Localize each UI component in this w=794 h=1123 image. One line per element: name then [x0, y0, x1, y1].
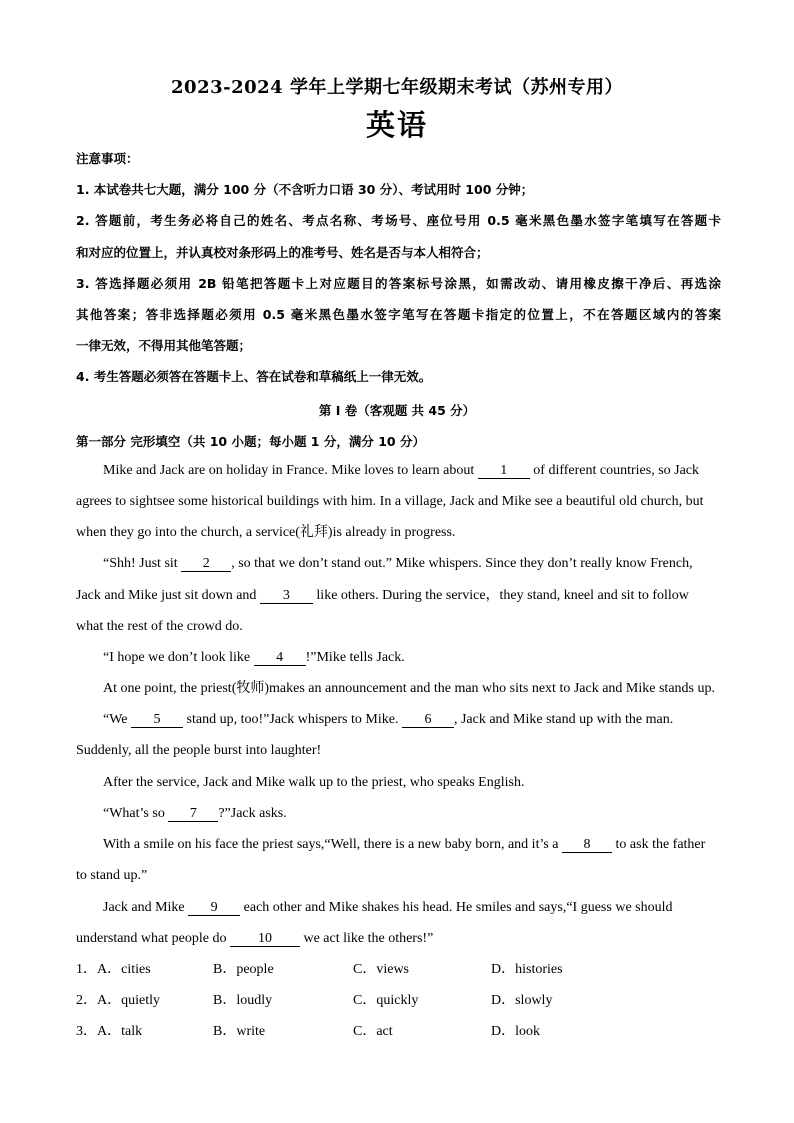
option-a[interactable]: A．talk: [97, 1024, 143, 1039]
passage-text: Mike and Jack are on holiday in France. Mike loves to learn about: [103, 463, 478, 478]
passage-text: understand what people do: [76, 931, 230, 946]
blank-1: 1: [478, 464, 530, 479]
notes-heading: 注意事项：: [76, 151, 139, 166]
note-4: 4. 考生答题必须答在答题卡上、答在试卷和草稿纸上一律无效。: [76, 369, 432, 384]
passage-text: to ask the father: [612, 837, 706, 852]
option-d[interactable]: D．look: [491, 1024, 540, 1039]
passage-text: , Jack and Mike stand up with the man.: [453, 712, 674, 727]
option-b[interactable]: B．people: [213, 962, 274, 977]
note-3-line-2: 其他答案；答非选择题必须用 0.5 毫米黑色墨水签字笔写在答题卡指定的位置上，不在答题区域内的答案: [76, 307, 721, 322]
passage-text: ?”Jack asks.: [218, 806, 287, 821]
passage-text: !”Mike tells Jack.: [305, 650, 405, 665]
blank-10: 10: [230, 932, 300, 947]
passage-line: [103, 837, 721, 853]
blank-5: 5: [131, 713, 183, 728]
passage-line: Suddenly, all the people burst into laughter!: [76, 743, 322, 758]
passage-text: like others. During the service，they stand, kneel and sit to follow: [312, 588, 689, 603]
passage-line: [103, 463, 721, 479]
blank-2: 2: [181, 557, 231, 572]
note-3-line-3: 一律无效，不得用其他笔答题；: [76, 338, 252, 353]
passage-text: “What’s so: [103, 806, 169, 821]
option-d[interactable]: D．slowly: [491, 993, 553, 1008]
option-c[interactable]: C．views: [353, 962, 409, 977]
passage-line: [76, 588, 721, 604]
passage-line: [103, 806, 721, 822]
blank-4: 4: [254, 651, 306, 666]
exam-title: 2023-2024 学年上学期七年级期末考试（苏州专用）: [171, 77, 623, 98]
passage-line: [103, 556, 721, 572]
passage-line: [103, 900, 721, 916]
passage-text: of different countries, so Jack: [529, 463, 700, 478]
blank-8: 8: [562, 838, 612, 853]
passage-text: “I hope we don’t look like: [103, 650, 254, 665]
passage-text: Jack and Mike just sit down and: [76, 588, 260, 603]
option-a[interactable]: A．quietly: [97, 993, 160, 1008]
blank-6: 6: [402, 713, 454, 728]
passage-line: agrees to sightsee some historical buildings with him. In a village, Jack and Mike see a beautiful old church, but: [76, 494, 704, 509]
part-heading: 第一部分 完形填空（共 10 小题；每小题 1 分，满分 10 分）: [76, 434, 425, 449]
passage-text: With a smile on his face the priest says,“Well, there is a new baby born, and it’s a: [103, 837, 563, 852]
passage-line: [103, 712, 721, 728]
passage-text: each other and Mike shakes his head. He smiles and says,“I guess we should: [240, 900, 673, 915]
blank-7: 7: [168, 807, 218, 822]
option-c[interactable]: C．quickly: [353, 993, 419, 1008]
passage-line: to stand up.”: [76, 868, 148, 883]
option-c[interactable]: C．act: [353, 1024, 393, 1039]
question-number: 1．: [76, 962, 97, 977]
passage-line: At one point, the priest(牧师)makes an announcement and the man who sits next to Jack and Mike stands up.: [103, 681, 715, 696]
passage-line: what the rest of the crowd do.: [76, 619, 243, 634]
note-2-line-1: 2. 答题前，考生务必将自己的姓名、考点名称、考场号、座位号用 0.5 毫米黑色墨水签字笔填写在答题卡: [76, 213, 721, 228]
passage-line: [103, 650, 721, 666]
passage-text: “We: [103, 712, 132, 727]
passage-line: After the service, Jack and Mike walk up to the priest, who speaks English.: [103, 775, 525, 790]
blank-9: 9: [188, 901, 240, 916]
option-b[interactable]: B．write: [213, 1024, 266, 1039]
subject-title: 英语: [365, 108, 428, 142]
passage-text: Jack and Mike: [103, 900, 189, 915]
passage-text: “Shh! Just sit: [103, 556, 182, 571]
option-d[interactable]: D．histories: [491, 962, 563, 977]
volume-heading: 第 I 卷（客观题 共 45 分）: [318, 403, 476, 418]
question-number: 2．: [76, 993, 97, 1008]
passage-text: , so that we don’t stand out.” Mike whispers. Since they don’t really know French,: [231, 556, 693, 571]
passage-text: stand up, too!”Jack whispers to Mike.: [183, 712, 402, 727]
note-2-line-2: 和对应的位置上，并认真校对条形码上的准考号、姓名是否与本人相符合；: [76, 245, 489, 260]
option-a[interactable]: A．cities: [97, 962, 151, 977]
blank-3: 3: [260, 589, 313, 604]
question-number: 3．: [76, 1024, 97, 1039]
note-3-line-1: 3. 答选择题必须用 2B 铅笔把答题卡上对应题目的答案标号涂黑，如需改动、请用橡皮擦干净后、再选涂: [76, 276, 721, 291]
passage-line: when they go into the church, a service(礼拜)is already in progress.: [76, 525, 456, 540]
passage-text: we act like the others!”: [299, 931, 434, 946]
note-1: 1. 本试卷共七大题，满分 100 分（不含听力口语 30 分）、考试用时 100 分钟；: [76, 182, 534, 197]
option-b[interactable]: B．loudly: [213, 993, 273, 1008]
passage-line: [76, 931, 721, 947]
